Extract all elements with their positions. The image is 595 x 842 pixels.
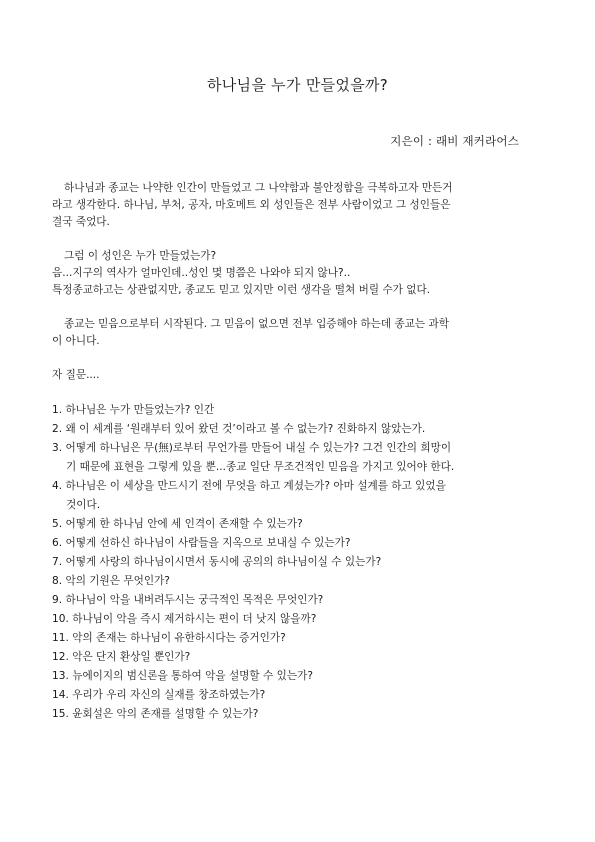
question-item: 5. 어떻게 한 하나님 안에 세 인격이 존재할 수 있는가? — [52, 518, 303, 530]
question-item: 7. 어떻게 사랑의 하나님이시면서 동시에 공의의 하나님이실 수 있는가? — [52, 556, 382, 568]
question-item: 11. 악의 존재는 하나님이 유한하시다는 증거인가? — [52, 632, 286, 644]
paragraph-line: 음...지구의 역사가 얼마인데..성인 몇 명쯤은 나와야 되지 않나?.. — [52, 267, 351, 279]
paragraph-line: 라고 생각한다. 하나님, 부처, 공자, 마호메트 외 성인들은 전부 사람이었고 그 성인들은 — [52, 199, 451, 211]
paragraph-line: 그럼 이 성인은 누가 만들었는가? — [64, 250, 217, 262]
question-item: 3. 어떻게 하나님은 무(無)로부터 무언가를 만들어 내실 수 있는가? 그건 인간의 희망이 — [52, 442, 452, 454]
question-item-continuation: 기 때문에 표현을 그렇게 있을 뿐...종교 일단 무조건적인 믿음을 가지고 있어야 한다. — [66, 461, 455, 473]
author-line: 지은이 : 래비 재커라어스 — [390, 134, 519, 148]
question-item: 2. 왜 이 세계를 ‘원래부터 있어 왔던 것’이라고 볼 수 없는가? 진화하지 않았는가. — [52, 423, 426, 435]
question-item: 4. 하나님은 이 세상을 만드시기 전에 무엇을 하고 계셨는가? 아마 설계를 하고 있었을 — [52, 480, 446, 492]
question-item: 15. 윤회설은 악의 존재를 설명할 수 있는가? — [52, 708, 259, 720]
paragraph-2 — [52, 248, 547, 299]
question-item: 13. 뉴에이지의 범신론을 통하여 악을 설명할 수 있는가? — [52, 670, 313, 682]
question-item: 14. 우리가 우리 자신의 실재를 창조하였는가? — [52, 689, 266, 701]
question-item: 6. 어떻게 선하신 하나님이 사람들을 지옥으로 보내실 수 있는가? — [52, 537, 351, 549]
page-title: 하나님을 누가 만들었을까? — [206, 76, 389, 94]
question-item-continuation: 것이다. — [66, 499, 101, 511]
questions-heading: 자 질문.... — [52, 369, 100, 381]
question-item: 9. 하나님이 악을 내버려두시는 궁극적인 목적은 무엇인가? — [52, 594, 324, 606]
paragraph-line: 이 아니다. — [52, 335, 100, 347]
question-item: 8. 악의 기원은 무엇인가? — [52, 575, 170, 587]
paragraph-line: 결국 죽었다. — [52, 216, 110, 228]
paragraph-line: 종교는 믿음으로부터 시작된다. 그 믿음이 없으면 전부 입증해야 하는데 종교는 과학 — [64, 318, 449, 330]
paragraph-line: 특정종교하고는 상관없지만, 종교도 믿고 있지만 이런 생각을 떨쳐 버릴 수가 없다. — [52, 284, 431, 296]
document-body — [52, 180, 547, 724]
paragraph-1 — [52, 180, 547, 231]
question-item: 10. 하나님이 악을 즉시 제거하시는 편이 더 낫지 않을까? — [52, 613, 317, 625]
paragraph-line: 하나님과 종교는 나약한 인간이 만들었고 그 나약함과 불안정함을 극복하고자 만든거 — [64, 182, 453, 194]
question-item: 12. 악은 단지 환상일 뿐인가? — [52, 651, 191, 663]
question-item: 1. 하나님은 누가 만들었는가? 인간 — [52, 404, 215, 416]
paragraph-3 — [52, 316, 547, 350]
question-list — [52, 401, 547, 724]
